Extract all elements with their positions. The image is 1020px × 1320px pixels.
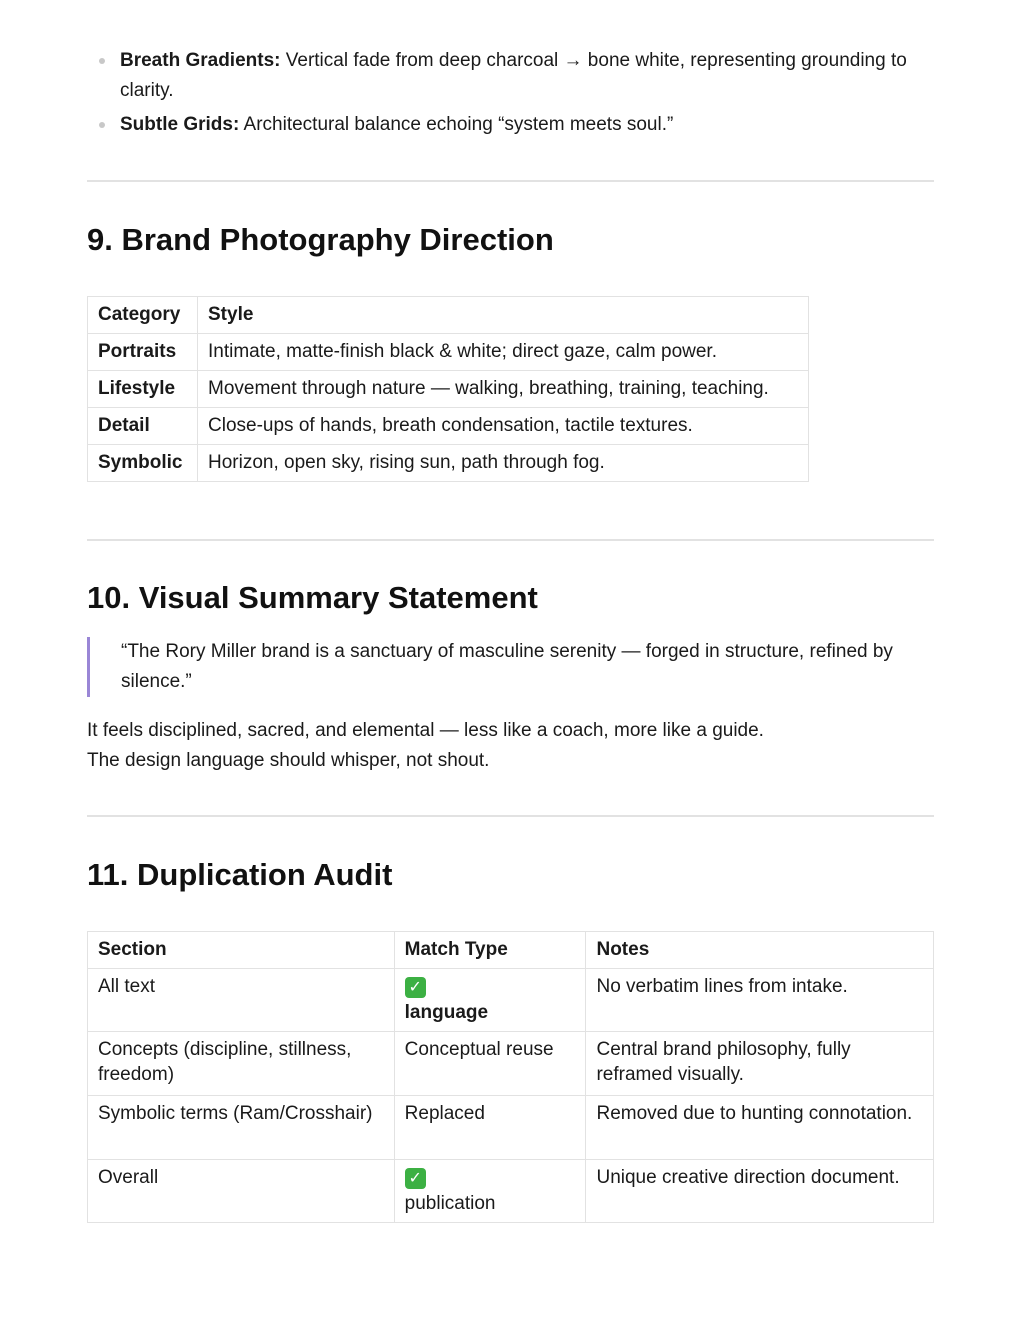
summary-quote: “The Rory Miller brand is a sanctuary of masculine serenity — forged in structure, refined by silence.” [87, 637, 934, 697]
check-mark-icon: ✓ [405, 977, 426, 998]
table-header-row [88, 932, 934, 969]
bullet-subtle-grids [97, 110, 927, 140]
bullet-breath-gradients [97, 46, 927, 106]
bullet-term: Breath Gradients: [120, 50, 281, 71]
notes-cell: No verbatim lines from intake. [586, 969, 934, 1032]
section-cell: Concepts (discipline, stillness, freedom) [88, 1032, 395, 1096]
table-row [88, 371, 809, 408]
summary-paragraph-line-1: It feels disciplined, sacred, and elemental — less like a coach, more like a guide. [87, 720, 764, 741]
summary-paragraph-line-2: The design language should whisper, not shout. [87, 750, 490, 771]
table-row [88, 1032, 934, 1096]
table-header-section: Section [88, 932, 395, 969]
section-divider [87, 180, 934, 182]
bullet-term: Subtle Grids: [120, 114, 240, 135]
section-cell: Overall [88, 1160, 395, 1223]
section-11-heading: 11. Duplication Audit [87, 857, 393, 892]
category-cell: Portraits [88, 334, 198, 371]
match-type-cell: Conceptual reuse [394, 1032, 586, 1096]
photography-table [87, 296, 809, 482]
check-mark-icon: ✓ [405, 1168, 426, 1189]
table-row [88, 445, 809, 482]
table-row [88, 969, 934, 1032]
duplication-audit-table [87, 931, 934, 1223]
table-row [88, 408, 809, 445]
category-cell: Lifestyle [88, 371, 198, 408]
section-divider [87, 815, 934, 817]
table-header-category: Category [88, 297, 198, 334]
table-row [88, 334, 809, 371]
match-type-text: publication [404, 1193, 496, 1214]
table-row [88, 1160, 934, 1223]
bullet-dot-icon [99, 58, 105, 64]
style-cell: Movement through nature — walking, breathing, training, teaching. [198, 371, 809, 408]
section-9-heading: 9. Brand Photography Direction [87, 222, 554, 257]
section-10-heading: 10. Visual Summary Statement [87, 580, 538, 615]
table-header-style: Style [198, 297, 809, 334]
style-cell: Intimate, matte-finish black & white; direct gaze, calm power. [198, 334, 809, 371]
table-header-row [88, 297, 809, 334]
style-cell: Horizon, open sky, rising sun, path through fog. [198, 445, 809, 482]
bullet-text: Vertical fade from deep charcoal → bone white, representing grounding to clarity. [120, 50, 907, 101]
section-divider [87, 539, 934, 541]
match-type-cell [394, 1160, 586, 1223]
category-cell: Symbolic [88, 445, 198, 482]
notes-cell: Central brand philosophy, fully reframed visually. [586, 1032, 934, 1096]
table-row [88, 1096, 934, 1160]
match-type-text: language [404, 1002, 489, 1023]
notes-cell: Removed due to hunting connotation. [586, 1096, 934, 1160]
match-type-cell [394, 969, 586, 1032]
category-cell: Detail [88, 408, 198, 445]
bullet-dot-icon [99, 122, 105, 128]
notes-cell: Unique creative direction document. [586, 1160, 934, 1223]
table-header-match-type: Match Type [394, 932, 586, 969]
table-header-notes: Notes [586, 932, 934, 969]
match-type-cell: Replaced [394, 1096, 586, 1160]
section-cell: All text [88, 969, 395, 1032]
bullet-text: Architectural balance echoing “system meets soul.” [239, 114, 674, 135]
bullet-list [97, 46, 927, 144]
section-cell: Symbolic terms (Ram/Crosshair) [88, 1096, 395, 1160]
style-cell: Close-ups of hands, breath condensation, tactile textures. [198, 408, 809, 445]
